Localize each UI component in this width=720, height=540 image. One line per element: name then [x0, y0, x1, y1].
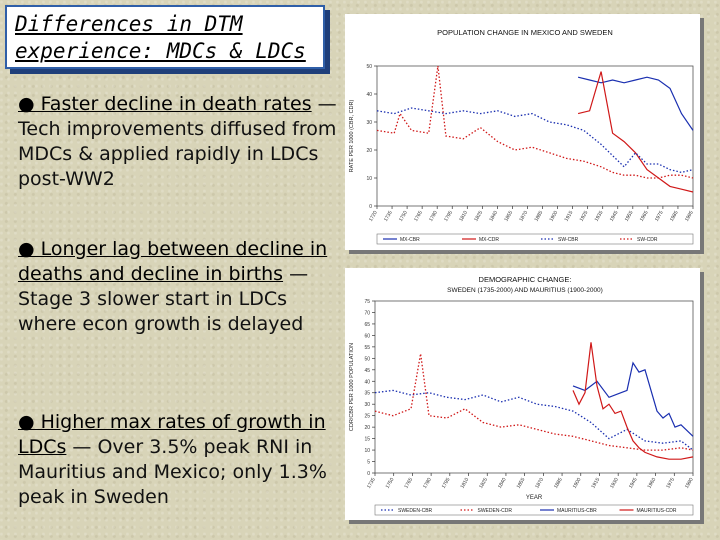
- bullet-highlight: ● Longer lag between decline in deaths and decline in births: [18, 238, 328, 285]
- x-tick-label: 1960: [646, 477, 658, 490]
- x-tick-label: 1840: [496, 477, 508, 490]
- legend-label: MAURITIUS-CDR: [636, 508, 677, 514]
- y-tick-label: 65: [364, 321, 370, 328]
- chart-subtitle: SWEDEN (1735-2000) AND MAURITIUS (1900-2000): [447, 287, 603, 294]
- legend-label: MX-CBR: [400, 237, 420, 243]
- x-tick-label: 1750: [384, 477, 396, 490]
- x-tick-label: 1840: [488, 210, 500, 223]
- slide-title-line-1: Differences in DTM: [15, 12, 243, 36]
- x-tick-label: 1975: [665, 477, 677, 490]
- x-tick-label: 1915: [590, 477, 602, 490]
- y-tick-label: 20: [364, 425, 370, 432]
- x-axis-label: YEAR: [525, 495, 543, 501]
- chart-mexico-sweden-svg: [345, 14, 700, 250]
- bullet-highlight: ● Higher max rates of growth in LDCs: [18, 411, 326, 458]
- slide-title-line-2: experience: MDCs & LDCs: [15, 39, 306, 63]
- x-tick-label: 1925: [578, 210, 590, 223]
- y-axis-label: CDR/CBR PER 1000 POPULATION: [349, 342, 355, 432]
- y-tick-label: 40: [364, 379, 370, 386]
- series-line-sweden-cdr: [375, 354, 693, 450]
- y-tick-label: 60: [364, 333, 370, 340]
- legend-label: SW-CBR: [558, 237, 579, 243]
- x-tick-label: 1765: [413, 210, 424, 223]
- x-tick-label: 1955: [623, 210, 635, 223]
- series-line-sw-cbr: [377, 108, 693, 172]
- x-tick-label: 1795: [440, 477, 452, 490]
- x-tick-label: 1975: [653, 210, 665, 223]
- x-tick-label: 1735: [365, 477, 377, 490]
- x-tick-label: 1810: [458, 210, 470, 223]
- x-tick-label: 1965: [638, 210, 650, 223]
- y-tick-label: 40: [366, 92, 372, 98]
- x-tick-label: 1765: [403, 477, 415, 490]
- x-tick-label: 1930: [609, 477, 620, 490]
- legend-label: MX-CDR: [479, 237, 499, 243]
- y-tick-label: 20: [366, 148, 372, 154]
- y-tick-label: 45: [364, 367, 370, 374]
- bullet-text: — Over 3.5% peak RNI in Mauritius and Mexico; only 1.3% peak in Sweden: [18, 436, 327, 508]
- x-tick-label: 1915: [563, 210, 575, 223]
- x-tick-label: 1780: [428, 210, 439, 223]
- y-tick-label: 70: [364, 310, 370, 317]
- x-tick-label: 1855: [503, 210, 515, 223]
- x-tick-label: 1945: [608, 210, 620, 223]
- y-tick-label: 55: [364, 344, 370, 351]
- y-tick-label: 75: [364, 299, 370, 305]
- x-tick-label: 1985: [668, 210, 680, 223]
- series-line-mx-cdr: [578, 72, 693, 192]
- chart-mexico-sweden: [345, 14, 700, 250]
- y-tick-label: 5: [367, 459, 370, 466]
- series-line-mauritius-cbr: [573, 363, 693, 436]
- chart-sweden-mauritius-svg: [345, 268, 700, 520]
- x-tick-label: 1935: [593, 210, 605, 223]
- x-tick-label: 1870: [534, 477, 546, 490]
- series-line-mx-cbr: [578, 77, 693, 130]
- bullet-lag: [18, 237, 348, 337]
- series-line-sweden-cbr: [375, 390, 693, 450]
- x-tick-label: 1855: [515, 477, 527, 490]
- x-tick-label: 1885: [553, 477, 564, 490]
- slide-title-box: [5, 5, 325, 69]
- bullet-text: — Stage 3 slower start in LDCs where econ growth is delayed: [18, 263, 309, 335]
- chart-sweden-mauritius: [345, 268, 700, 520]
- y-tick-label: 15: [364, 436, 370, 443]
- bullet-highlight: ● Faster decline in death rates: [18, 93, 312, 115]
- x-tick-label: 1780: [422, 477, 433, 490]
- x-tick-label: 1825: [478, 477, 489, 490]
- legend-label: SW-CDR: [637, 237, 658, 243]
- bullet-growth-rates: [18, 410, 348, 510]
- x-tick-label: 1795: [443, 210, 454, 223]
- x-tick-label: 1750: [398, 210, 409, 223]
- legend-label: SWEDEN-CDR: [477, 508, 512, 514]
- y-tick-label: 0: [369, 204, 372, 210]
- y-tick-label: 25: [364, 413, 370, 420]
- x-tick-label: 1825: [473, 210, 485, 223]
- x-tick-label: 1995: [683, 210, 695, 223]
- y-tick-label: 50: [366, 64, 372, 70]
- y-tick-label: 10: [366, 176, 372, 182]
- y-tick-label: 10: [364, 448, 370, 455]
- x-tick-label: 1870: [518, 210, 530, 223]
- y-tick-label: 30: [364, 402, 370, 409]
- x-tick-label: 1990: [683, 477, 695, 490]
- series-line-sw-cdr: [377, 66, 693, 178]
- x-tick-label: 1885: [533, 210, 545, 223]
- bullet-death-rates: [18, 92, 348, 192]
- x-tick-label: 1720: [367, 210, 379, 223]
- x-tick-label: 1810: [459, 477, 471, 490]
- chart-title: DEMOGRAPHIC CHANGE:: [478, 275, 572, 284]
- y-tick-label: 30: [366, 120, 372, 126]
- y-tick-label: 0: [367, 471, 370, 477]
- bullet-text: — Tech improvements diffused from MDCs & applied rapidly in LDCs post-WW2: [18, 93, 337, 190]
- x-tick-label: 1900: [571, 477, 583, 490]
- y-tick-label: 50: [364, 356, 370, 363]
- plot-area: [377, 66, 693, 206]
- x-tick-label: 1945: [627, 477, 639, 490]
- legend-label: SWEDEN-CBR: [398, 508, 433, 514]
- x-tick-label: 1735: [383, 210, 394, 223]
- legend-label: MAURITIUS-CBR: [557, 508, 597, 514]
- x-tick-label: 1900: [548, 210, 560, 223]
- y-tick-label: 35: [364, 390, 370, 397]
- series-line-mauritius-cdr: [573, 342, 693, 459]
- y-axis-label: RATE PER 1000 (CBR, CDR): [349, 99, 355, 173]
- chart-title: POPULATION CHANGE IN MEXICO AND SWEDEN: [437, 28, 613, 37]
- plot-area: [375, 301, 693, 473]
